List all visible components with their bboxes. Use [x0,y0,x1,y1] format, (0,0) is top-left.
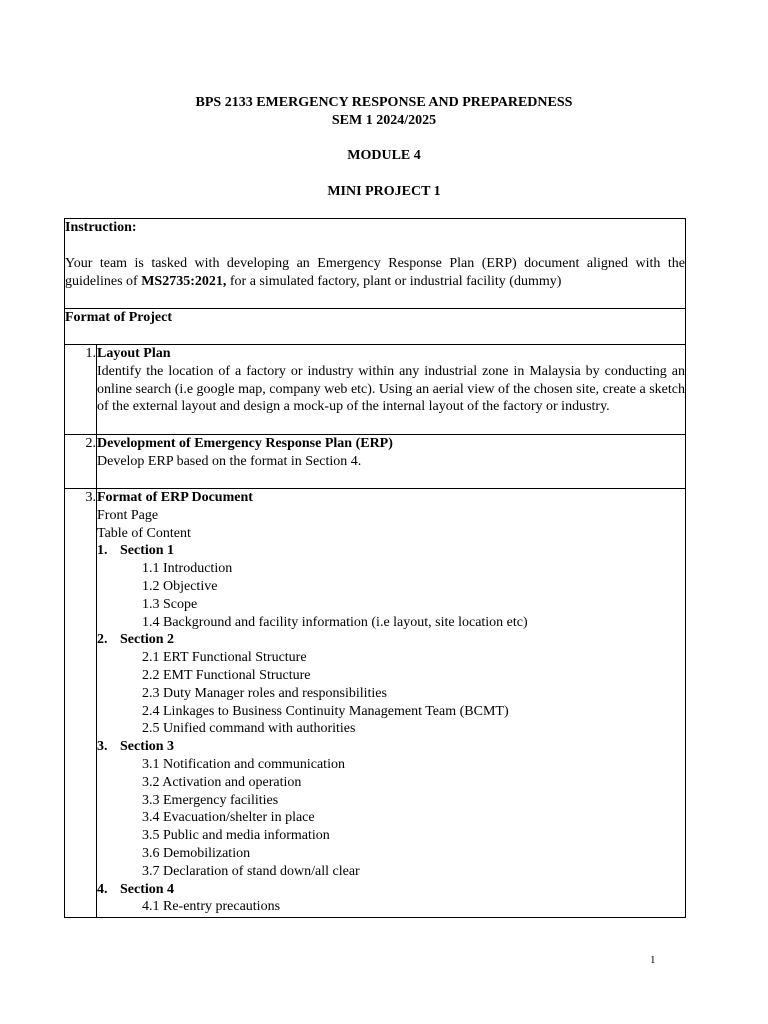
section-number: 3. [97,739,108,755]
subsection-item: 2.4 Linkages to Business Continuity Management Team (BCMT) [142,703,509,719]
page-number: 1 [650,954,656,966]
subsection-item: 3.4 Evacuation/shelter in place [142,810,315,826]
erp-section-list [97,542,685,916]
module-title: MODULE 4 [347,148,421,163]
section-number: 2. [97,632,108,648]
instruction-text-a: Your team is tasked with developing an Emergency Response Plan (ERP) document aligned with the guidelines of [65,255,685,289]
item-row-1 [65,345,686,435]
section-title: Section 1 [120,543,175,559]
toc-line: Table of Content [97,525,191,541]
section-heading [97,738,685,756]
subsection-item: 3.7 Declaration of stand down/all clear [142,863,360,879]
subsection-item: 3.3 Emergency facilities [142,792,279,808]
instruction-cell [65,219,686,309]
subsection-item: 3.1 Notification and communication [142,756,345,772]
instruction-text-b: for a simulated factory, plant or industrial facility (dummy) [226,273,562,289]
subsection-item: 3.5 Public and media information [142,828,330,844]
subsection-item: 3.2 Activation and operation [142,774,302,790]
instruction-standard: MS2735:2021, [141,273,227,289]
subsection-item: 3.6 Demobilization [142,845,251,861]
item-row-3 [65,489,686,918]
subsection-item: 1.4 Background and facility information (i.e layout, site location etc) [142,614,528,630]
item-body [97,435,686,489]
item-row-2 [65,435,686,489]
section-heading [97,881,685,899]
instruction-text [65,255,685,291]
format-heading-row [65,309,686,345]
item-title: Development of Emergency Response Plan (ERP) [97,436,393,451]
project-title: MINI PROJECT 1 [327,184,441,199]
semester-title: SEM 1 2024/2025 [331,113,437,128]
format-heading: Format of Project [65,309,686,345]
subsection-item: 1.1 Introduction [142,561,233,577]
section-number: 4. [97,881,108,897]
subsection-item: 2.5 Unified command with authorities [142,721,356,737]
front-page-line: Front Page [97,507,159,523]
item-text: Identify the location of a factory or industry within any industrial zone in Malaysia by conducting an online search (i.e google map, company web etc). Using an aerial view of the chosen site, create a sketch of the external layout and design a mock-up of the internal layout of the factory or industry. [97,363,685,415]
item-body [97,345,686,435]
section-title: Section 2 [120,632,175,648]
item-text: Develop ERP based on the format in Section 4. [97,453,362,469]
course-title: BPS 2133 EMERGENCY RESPONSE AND PREPAREDNESS [195,95,573,110]
section-title: Section 3 [120,739,175,755]
section-number: 1. [97,543,108,559]
subsection-item: 2.1 ERT Functional Structure [142,650,307,666]
subsection-item: 2.3 Duty Manager roles and responsibilities [142,685,387,701]
subsection-item: 4.1 Re-entry precautions [142,899,281,915]
section-title: Section 4 [120,881,175,897]
section-heading [97,542,685,560]
item-title: Format of ERP Document [97,490,253,505]
item-body [97,489,686,918]
project-table [64,218,686,918]
instruction-row [65,219,686,309]
subsection-item: 2.2 EMT Functional Structure [142,667,311,683]
item-number: 3. [65,489,97,918]
section-heading [97,631,685,649]
item-title: Layout Plan [97,346,171,361]
subsection-item: 1.2 Objective [142,578,218,594]
instruction-heading: Instruction: [65,220,137,235]
item-number: 1. [65,345,97,435]
item-number: 2. [65,435,97,489]
subsection-item: 1.3 Scope [142,596,198,612]
